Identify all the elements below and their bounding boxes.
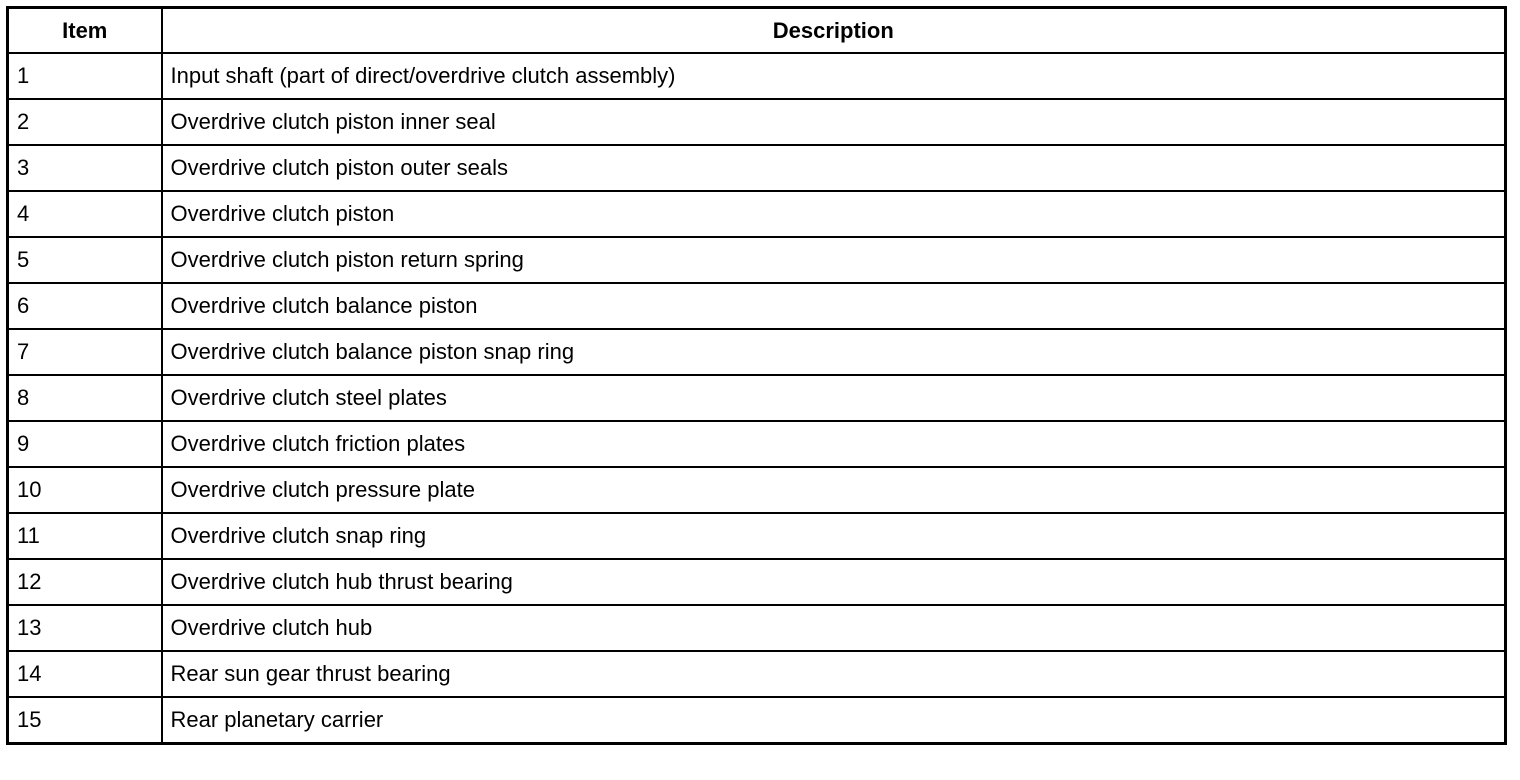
table-row: [8, 283, 1506, 329]
item-number-cell: 10: [8, 467, 162, 513]
table-row: [8, 191, 1506, 237]
item-number-cell: 13: [8, 605, 162, 651]
description-cell: Input shaft (part of direct/overdrive clutch assembly): [162, 53, 1506, 99]
description-cell: Overdrive clutch friction plates: [162, 421, 1506, 467]
description-cell: Overdrive clutch snap ring: [162, 513, 1506, 559]
item-number-cell: 1: [8, 53, 162, 99]
item-number-cell: 5: [8, 237, 162, 283]
table-row: [8, 651, 1506, 697]
item-number-cell: 12: [8, 559, 162, 605]
table-row: [8, 421, 1506, 467]
description-cell: Overdrive clutch piston outer seals: [162, 145, 1506, 191]
item-number-cell: 7: [8, 329, 162, 375]
description-cell: Overdrive clutch piston inner seal: [162, 99, 1506, 145]
column-header-description: Description: [162, 8, 1506, 54]
table-row: [8, 513, 1506, 559]
item-number-cell: 9: [8, 421, 162, 467]
column-header-item: Item: [8, 8, 162, 54]
table-row: [8, 145, 1506, 191]
item-number-cell: 6: [8, 283, 162, 329]
description-cell: Overdrive clutch balance piston snap ring: [162, 329, 1506, 375]
header-row: [8, 8, 1506, 54]
table-body: [8, 53, 1506, 744]
description-cell: Overdrive clutch piston: [162, 191, 1506, 237]
description-cell: Overdrive clutch steel plates: [162, 375, 1506, 421]
table-row: [8, 99, 1506, 145]
table-row: [8, 237, 1506, 283]
item-number-cell: 15: [8, 697, 162, 744]
table-row: [8, 697, 1506, 744]
description-cell: Overdrive clutch hub thrust bearing: [162, 559, 1506, 605]
parts-table: [6, 6, 1507, 745]
item-number-cell: 14: [8, 651, 162, 697]
description-cell: Overdrive clutch balance piston: [162, 283, 1506, 329]
table-row: [8, 605, 1506, 651]
item-number-cell: 8: [8, 375, 162, 421]
table-row: [8, 53, 1506, 99]
description-cell: Overdrive clutch piston return spring: [162, 237, 1506, 283]
description-cell: Overdrive clutch pressure plate: [162, 467, 1506, 513]
table-row: [8, 329, 1506, 375]
table-row: [8, 375, 1506, 421]
item-number-cell: 4: [8, 191, 162, 237]
item-number-cell: 2: [8, 99, 162, 145]
description-cell: Overdrive clutch hub: [162, 605, 1506, 651]
item-number-cell: 3: [8, 145, 162, 191]
table-row: [8, 559, 1506, 605]
description-cell: Rear sun gear thrust bearing: [162, 651, 1506, 697]
description-cell: Rear planetary carrier: [162, 697, 1506, 744]
item-number-cell: 11: [8, 513, 162, 559]
table-row: [8, 467, 1506, 513]
table-header: [8, 8, 1506, 54]
